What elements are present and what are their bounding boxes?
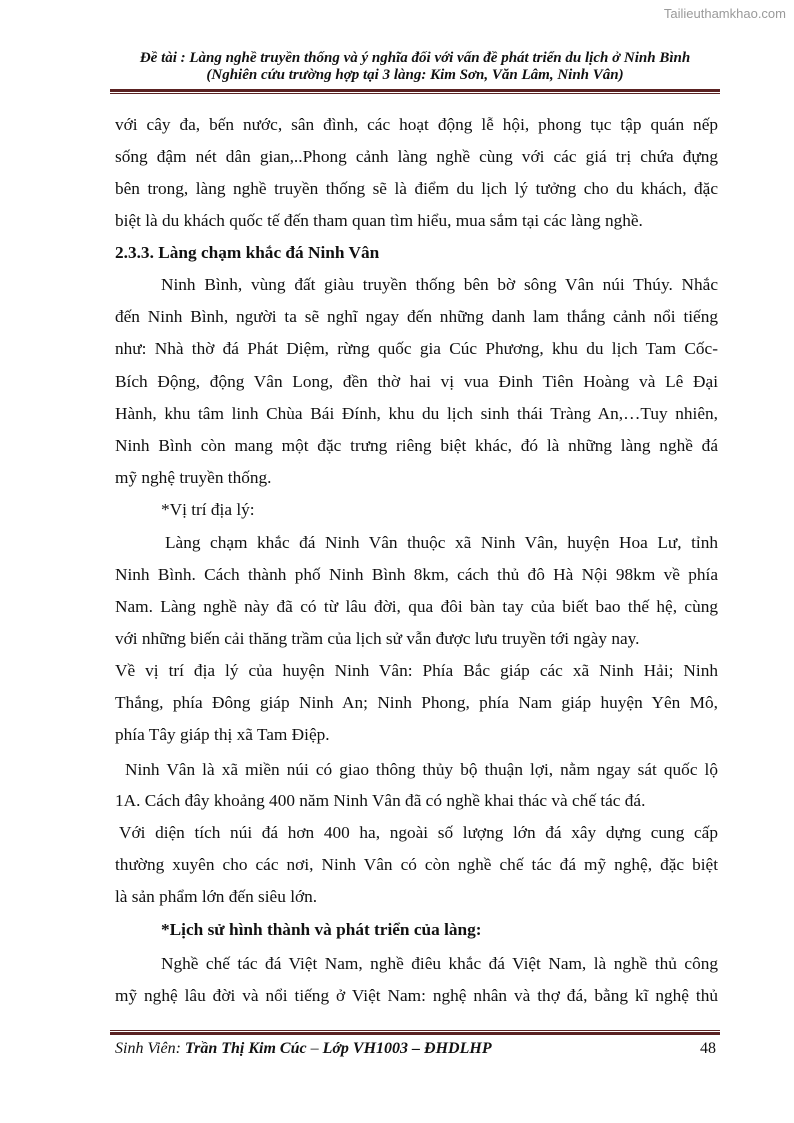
text-line: thường xuyên cho các nơi, Ninh Vân có còn nghề chế tác đá mỹ nghệ, đặc biệt	[115, 855, 718, 874]
text-line: Nghề chế tác đá Việt Nam, nghề điêu khắc đá Việt Nam, là nghề thủ công	[161, 954, 718, 973]
footer-author	[115, 1040, 492, 1058]
footer-name: Trần Thị Kim Cúc	[184, 1040, 307, 1057]
text-line: sống đậm nét dân gian,..Phong cảnh làng nghề cùng với các giá trị chứa đựng	[115, 147, 718, 166]
header-rule	[110, 89, 720, 92]
footer-rule	[110, 1032, 720, 1035]
text-line: Ninh Bình, vùng đất giàu truyền thống bên bờ sông Vân núi Thúy. Nhắc	[161, 275, 718, 294]
text-line: đến Ninh Bình, người ta sẽ nghĩ ngay đến những danh lam thắng cảnh nổi tiếng	[115, 307, 718, 326]
footer-sep: –	[306, 1040, 323, 1057]
text-line: 1A. Cách đây khoảng 400 năm Ninh Vân đã có nghề khai thác và chế tác đá.	[115, 791, 646, 810]
text-line: biệt là du khách quốc tế đến tham quan tìm hiểu, mua sắm tại các làng nghề.	[115, 211, 643, 230]
text-line: là sản phẩm lớn đến siêu lớn.	[115, 887, 318, 906]
footer-rule-thin	[110, 1030, 720, 1031]
text-line: Với diện tích núi đá hơn 400 ha, ngoài số lượng lớn đá xây dựng cung cấp	[119, 823, 718, 842]
text-line: mỹ nghệ truyền thống.	[115, 468, 272, 487]
text-line: Nam. Làng nghề này đã có từ lâu đời, qua đôi bàn tay của biết bao thế hệ, cùng	[115, 597, 718, 616]
text-line: Ninh Bình. Cách thành phố Ninh Bình 8km, cách thủ đô Hà Nội 98km về phía	[115, 565, 718, 584]
text-line: mỹ nghệ lâu đời và nổi tiếng ở Việt Nam: nghệ nhân và thợ đá, bằng kĩ nghệ thủ	[115, 986, 718, 1005]
text-line: Hành, khu tâm linh Chùa Bái Đính, khu du lịch sinh thái Tràng An,…Tuy nhiên,	[115, 404, 718, 423]
footer-prefix: Sinh Viên:	[115, 1040, 185, 1057]
text-line: bên trong, làng nghề truyền thống sẽ là điểm du lịch lý tưởng cho du khách, đặc	[115, 179, 718, 198]
header-title: Đề tài : Làng nghề truyền thống và ý nghĩa đối với vấn đề phát triển du lịch ở Ninh Bình	[139, 50, 691, 66]
header-subtitle: (Nghiên cứu trường hợp tại 3 làng: Kim Sơn, Văn Lâm, Ninh Vân)	[206, 67, 624, 83]
text-line: *Vị trí địa lý:	[161, 500, 255, 519]
text-line: Ninh Vân là xã miền núi có giao thông thủy bộ thuận lợi, nằm ngay sát quốc lộ	[125, 760, 718, 779]
text-line: với những biến cải thăng trầm của lịch sử vẫn được lưu truyền tới ngày nay.	[115, 629, 640, 648]
text-line: Về vị trí địa lý của huyện Ninh Vân: Phía Bắc giáp các xã Ninh Hải; Ninh	[115, 661, 718, 680]
header-rule-thin	[110, 93, 720, 94]
text-line: Ninh Bình còn mang một đặc trưng riêng biệt khác, đó là những làng nghề đá	[115, 436, 718, 455]
text-line: với cây đa, bến nước, sân đình, các hoạt động lễ hội, phong tục tập quán nếp	[115, 115, 718, 134]
section-heading: 2.3.3. Làng chạm khắc đá Ninh Vân	[115, 243, 380, 262]
text-line: Thắng, phía Đông giáp Ninh An; Ninh Phong, phía Nam giáp huyện Yên Mô,	[115, 693, 718, 712]
text-line: Làng chạm khắc đá Ninh Vân thuộc xã Ninh Vân, huyện Hoa Lư, tỉnh	[165, 533, 718, 552]
section-heading: *Lịch sử hình thành và phát triển của làng:	[161, 920, 482, 939]
text-line: như: Nhà thờ đá Phát Diệm, rừng quốc gia Cúc Phương, khu du lịch Tam Cốc-	[115, 339, 718, 358]
footer-class: Lớp VH1003 – ĐHDLHP	[322, 1040, 492, 1057]
text-line: Bích Động, động Vân Long, đền thờ hai vị vua Đinh Tiên Hoàng và Lê Đại	[115, 372, 718, 391]
watermark: Tailieuthamkhao.com	[663, 6, 786, 21]
page-number: 48	[700, 1040, 716, 1057]
text-line: phía Tây giáp thị xã Tam Điệp.	[115, 725, 330, 744]
